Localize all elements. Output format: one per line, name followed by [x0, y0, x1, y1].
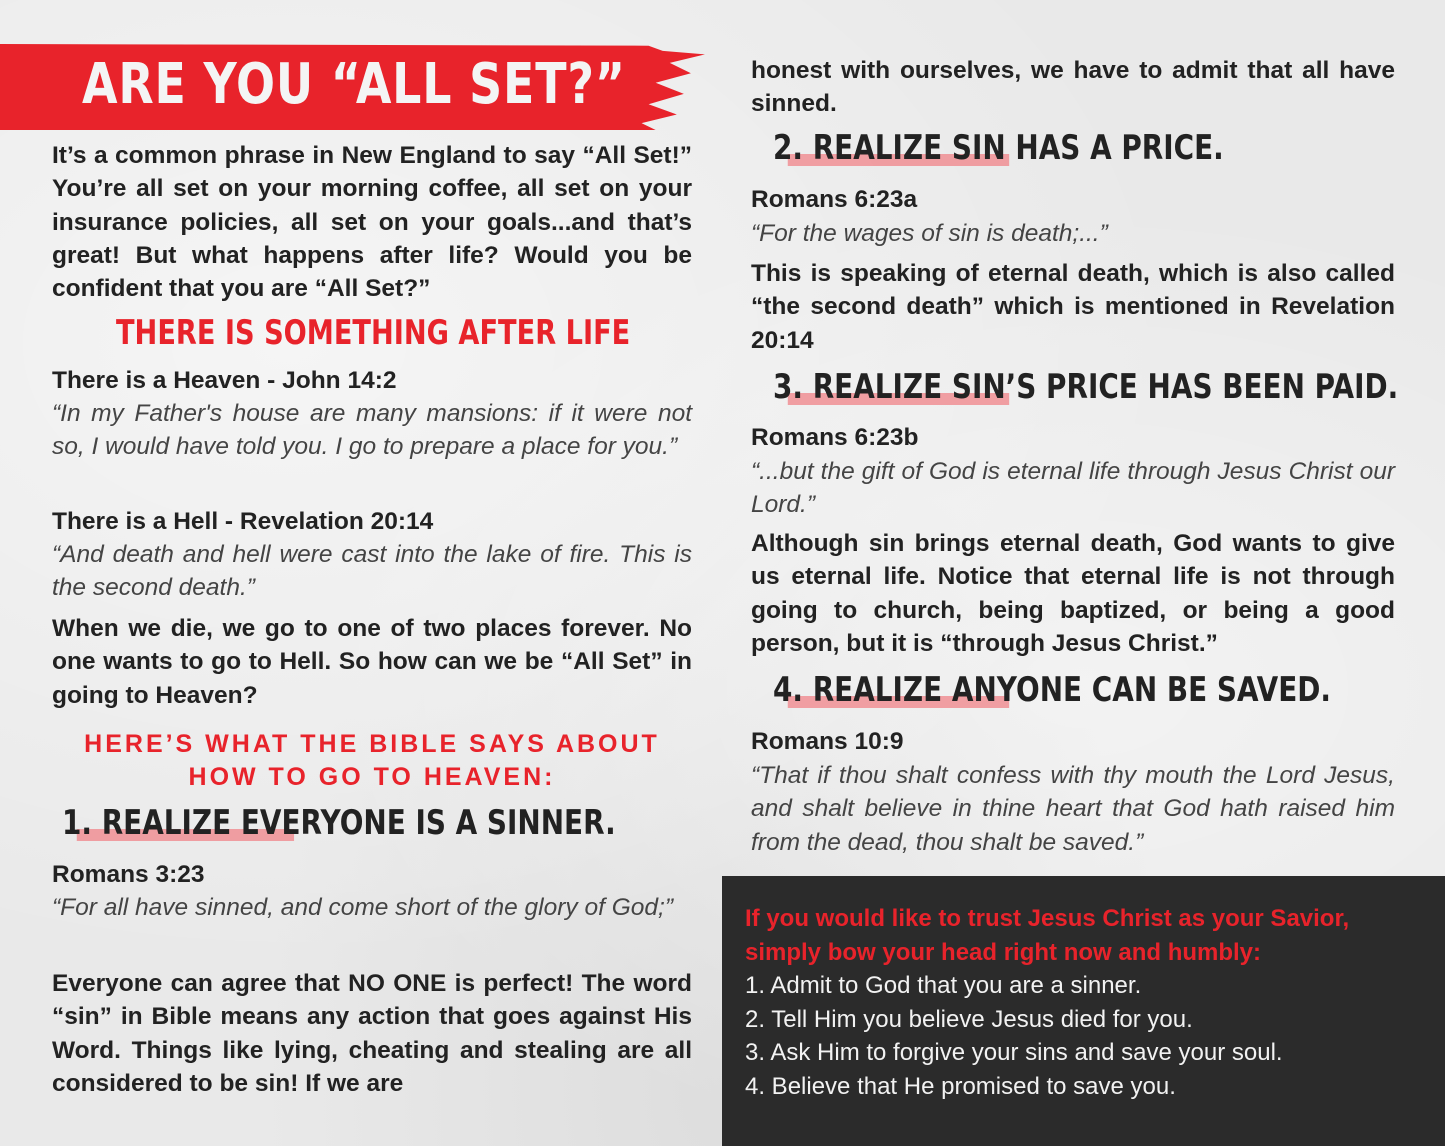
step-1-quote: “For all have sinned, and come short of the glory of God;” [52, 894, 673, 921]
bible-heading [52, 728, 692, 794]
step-4-quote: “That if thou shalt confess with thy mouth the Lord Jesus, and shalt believe in thine heart that God hath raised him from the dead, thou shalt be saved.” [751, 762, 1395, 856]
list-item: 3. Ask Him to forgive your sins and save your soul. [745, 1039, 1283, 1066]
salvation-prayer-heading: If you would like to trust Jesus Christ as your Savior, simply bow your head right now and humbly: [745, 905, 1350, 966]
step-3-body: Although sin brings eternal death, God wants to give us eternal life. Notice that eternal life is not through going to church, being baptized, or being a good person, but it is “through Jesus Christ.” [751, 530, 1395, 657]
step-3-quote: “...but the gift of God is eternal life through Jesus Christ our Lord.” [751, 458, 1395, 519]
list-item: 4. Believe that He promised to save you. [745, 1072, 1176, 1100]
step-1-heading: 1. REALIZE EVERYONE IS A SINNER. [62, 803, 616, 843]
hell-reference: There is a Hell - Revelation 20:14 [52, 508, 434, 535]
bible-heading-line2: HOW TO GO TO HEAVEN: [188, 763, 556, 791]
step-4-reference: Romans 10:9 [751, 728, 904, 755]
bible-heading-line1: HERE’S WHAT THE BIBLE SAYS ABOUT [84, 730, 660, 758]
salvation-prayer-box [722, 876, 1445, 1146]
heaven-quote: “In my Father's house are many mansions: if it were not so, I would have told you. I go to prepare a place for you.” [52, 400, 692, 461]
step-2-heading: 2. REALIZE SIN HAS A PRICE. [773, 128, 1224, 168]
list-item: 1. Admit to God that you are a sinner. [745, 972, 1142, 999]
step-3-heading: 3. REALIZE SIN’S PRICE HAS BEEN PAID. [773, 367, 1399, 407]
heaven-reference: There is a Heaven - John 14:2 [52, 367, 397, 394]
step-1-body: Everyone can agree that NO ONE is perfect! The word “sin” in Bible means any action that goes against His Word. Things like lying, cheating and stealing are all considered to be sin! If we are [52, 970, 692, 1097]
step-4-heading: 4. REALIZE ANYONE CAN BE SAVED. [773, 670, 1331, 710]
step-1-reference: Romans 3:23 [52, 861, 205, 888]
step-1-body-continued: honest with ourselves, we have to admit that all have sinned. [751, 57, 1395, 118]
step-3-reference: Romans 6:23b [751, 424, 919, 451]
page-title: ARE YOU “ALL SET?” [82, 52, 626, 117]
step-2-body: This is speaking of eternal death, which is also called “the second death” which is mentioned in Revelation 20:14 [751, 260, 1395, 354]
intro-paragraph: It’s a common phrase in New England to say “All Set!” You’re all set on your morning coffee, all set on your insurance policies, all set on your goals...and that’s great! But what happens after life? Would you be confident that you are “All Set?” [52, 142, 692, 303]
list-item: 2. Tell Him you believe Jesus died for you. [745, 1005, 1193, 1033]
after-life-conclusion: When we die, we go to one of two places forever. No one wants to go to Hell. So how can we be “All Set” in going to Heaven? [52, 615, 692, 709]
step-2-quote: “For the wages of sin is death;...” [751, 220, 1108, 247]
after-life-heading: THERE IS SOMETHING AFTER LIFE [116, 313, 631, 353]
step-2-reference: Romans 6:23a [751, 186, 918, 213]
hell-quote: “And death and hell were cast into the lake of fire. This is the second death.” [52, 541, 692, 602]
